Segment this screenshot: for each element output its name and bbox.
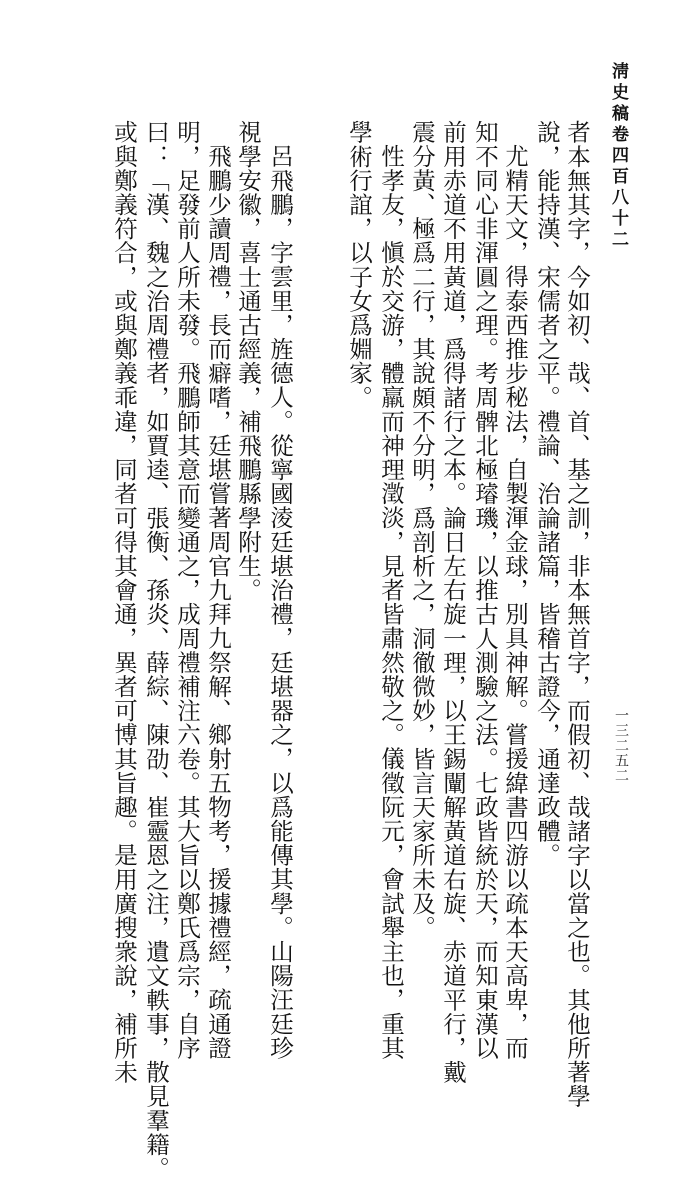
- text-column: 曰：「漢、魏之治周禮者，如賈逵、張衡、孫炎、薛綜、陳劭、崔靈恩之注，遺文軼事，散見羣籍。: [142, 120, 170, 1180]
- text-column: 知不同心非渾圓之理。考周髀北極璿璣，以推古人測驗之法。七政皆統於天，而知東漢以: [471, 120, 499, 1060]
- text-column: 震分黃、極爲二行，其說頗不分明，爲剖析之，洞徹微妙，皆言天家所未及。: [408, 120, 436, 940]
- text-column: 明，足發前人所未發。飛鵬師其意而變通之，成周禮補注六卷。其大旨以鄭氏爲宗，自序: [173, 120, 201, 1060]
- text-column: 說，能持漢、宋儒者之平。禮論、治論諸篇，皆稽古證今，通達政體。: [533, 120, 561, 868]
- text-column: 飛鵬少讀周禮，長而癖嗜，廷堪嘗著周官九拜九祭解、鄉射五物考，援據禮經，疏通證: [204, 144, 232, 1060]
- running-header: 淸史稿卷四百八十二: [608, 62, 628, 251]
- text-column: 或與鄭義符合，或與鄭義乖違，同者可得其會通，異者可博其旨趣。是用廣搜衆說，補所未: [110, 120, 138, 1084]
- text-column: 者本無其字，今如初、哉、首、基之訓，非本無首字，而假初、哉諸字以當之也。其他所著學: [563, 120, 591, 1109]
- text-column: 前用赤道不用黃道，爲得諸行之本。論日左右旋一理，以王錫闡解黃道右旋、赤道平行，戴: [439, 120, 467, 1084]
- text-column: 性孝友，愼於交游，體羸而神理澂淡，見者皆肅然敬之。儀徵阮元，會試舉主也，重其: [377, 144, 405, 1060]
- text-column: 學術行誼，以子女爲婣家。: [345, 120, 373, 410]
- text-column: 視學安徽，喜士通古經義，補飛鵬縣學附生。: [234, 120, 262, 602]
- page-number: 一三二五二: [613, 708, 629, 783]
- text-column: 尤精天文，得泰西推步秘法，自製渾金球，別具神解。嘗援緯書四游以疏本天高卑，而: [501, 144, 529, 1060]
- text-column: 呂飛鵬，字雲里，旌德人。從寧國淩廷堪治禮，廷堪器之，以爲能傳其學。山陽汪廷珍: [266, 144, 294, 1060]
